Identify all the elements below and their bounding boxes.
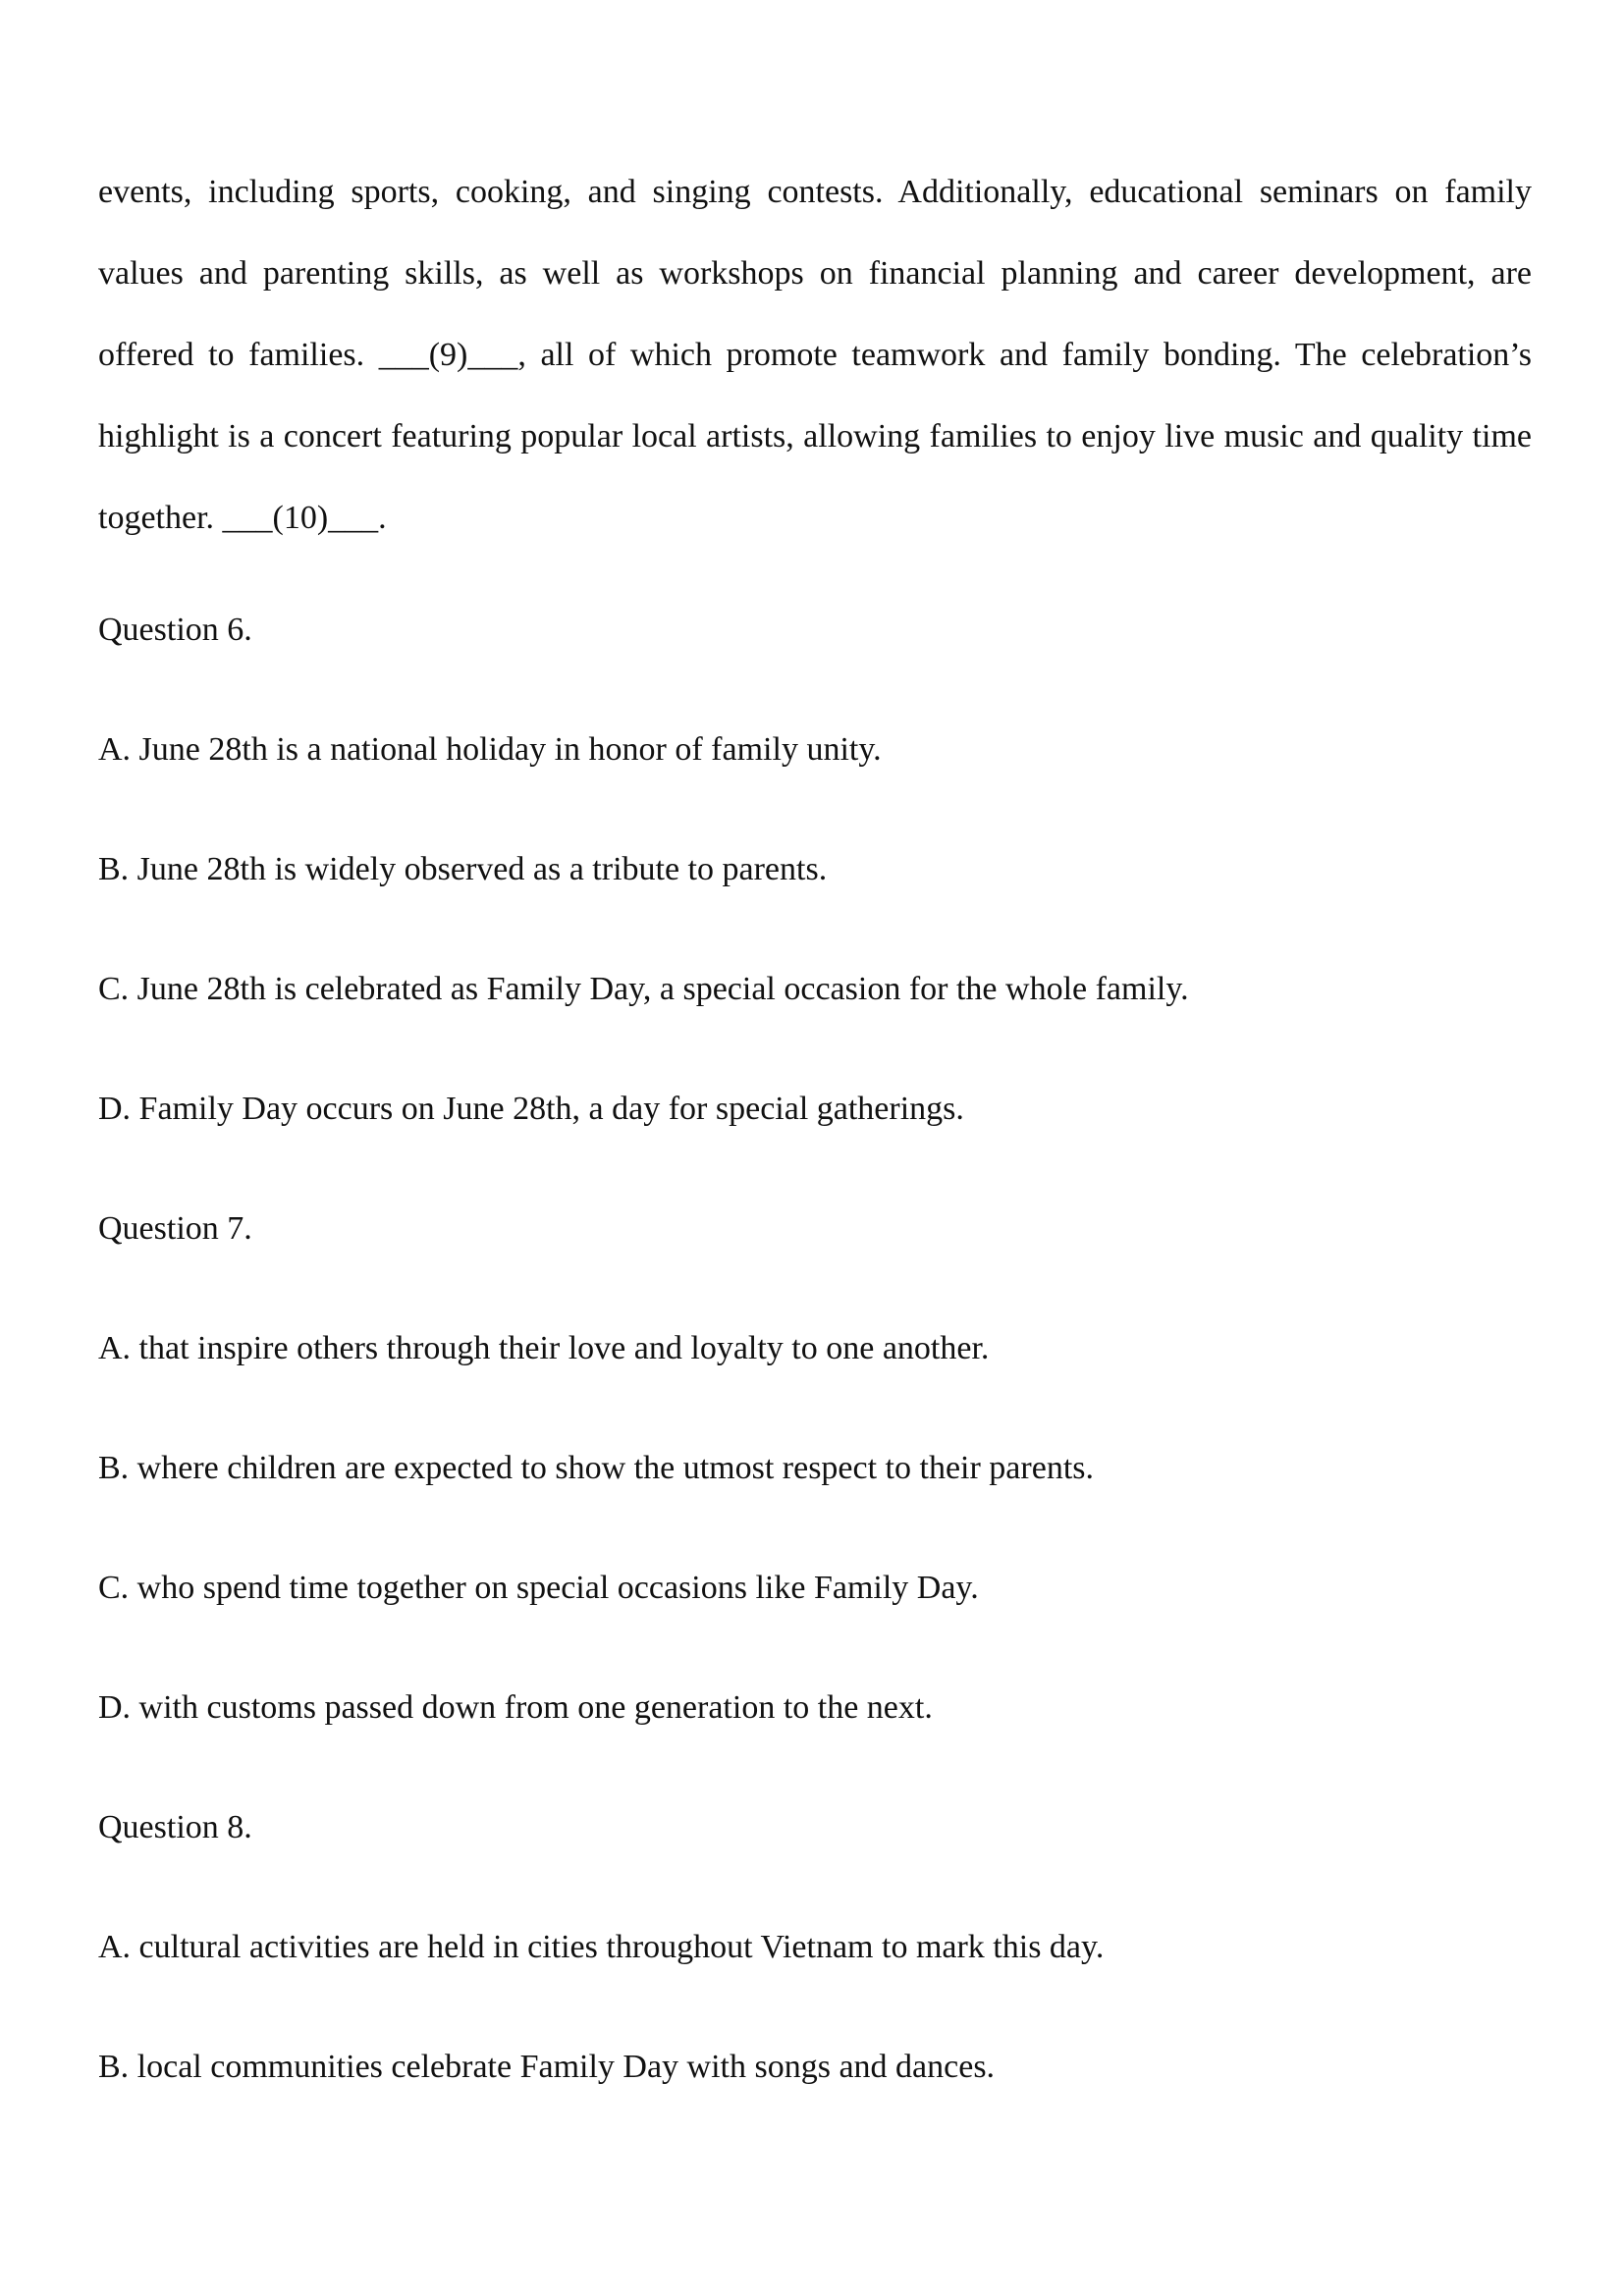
question-6-option-b: B. June 28th is widely observed as a tribute to parents. (98, 851, 828, 887)
question-7-option-d: D. with customs passed down from one generation to the next. (98, 1689, 933, 1726)
question-7-option-c: C. who spend time together on special occasions like Family Day. (98, 1570, 979, 1606)
question-8-option-a: A. cultural activities are held in cities throughout Vietnam to mark this day. (98, 1929, 1105, 1965)
question-6-option-a: A. June 28th is a national holiday in honor of family unity. (98, 731, 882, 768)
question-8-title: Question 8. (98, 1809, 252, 1845)
question-8-option-b: B. local communities celebrate Family Day with songs and dances. (98, 2049, 996, 2085)
question-6-title: Question 6. (98, 612, 252, 648)
question-7-title: Question 7. (98, 1210, 252, 1247)
question-6-option-c: C. June 28th is celebrated as Family Day, a special occasion for the whole family. (98, 971, 1189, 1007)
passage-paragraph: events, including sports, cooking, and singing contests. Additionally, educational seminars on family values and parenting skills, as well as workshops on financial planning and career development, are offered to families. ___(9)___, all of which promote teamwork and family bonding. The celebration’s highlight is a concert featuring popular local artists, allowing families to enjoy live music and quality time together. ___(10)___. (98, 174, 1532, 536)
question-7-option-a: A. that inspire others through their love and loyalty to one another. (98, 1330, 990, 1366)
question-7-option-b: B. where children are expected to show the utmost respect to their parents. (98, 1450, 1094, 1486)
question-6-option-d: D. Family Day occurs on June 28th, a day for special gatherings. (98, 1091, 964, 1127)
